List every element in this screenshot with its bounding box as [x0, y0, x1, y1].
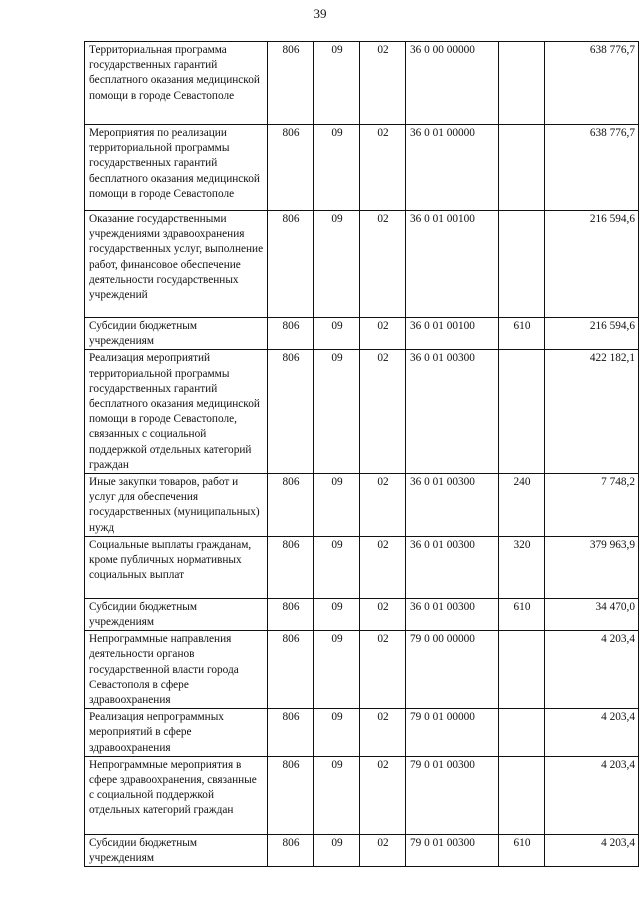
row-rz: 09 — [314, 756, 360, 834]
row-rz: 09 — [314, 350, 360, 474]
row-csr: 36 0 01 00000 — [406, 125, 499, 211]
row-sum: 4 203,4 — [545, 756, 639, 834]
row-vr — [499, 756, 545, 834]
row-rz: 09 — [314, 536, 360, 598]
row-pr: 02 — [360, 536, 406, 598]
row-sum: 4 203,4 — [545, 631, 639, 709]
row-pr: 02 — [360, 709, 406, 757]
row-name: Мероприятия по реализации территориальной программы государственных гарантий бесплатного оказания медицинской помощи в городе Севастополе — [85, 125, 268, 211]
row-ved: 806 — [268, 474, 314, 537]
row-pr: 02 — [360, 834, 406, 866]
row-name: Иные закупки товаров, работ и услуг для обеспечения государственных (муниципальных) нужд — [85, 474, 268, 537]
page-number: 39 — [313, 6, 327, 21]
row-sum: 4 203,4 — [545, 709, 639, 757]
row-rz: 09 — [314, 598, 360, 630]
row-name: Реализация мероприятий территориальной программы государственных гарантий бесплатного оказания медицинской помощи в городе Севастополе, связанных с социальной поддержкой отдельных категорий граждан — [85, 350, 268, 474]
row-name: Субсидии бюджетным учреждениям — [85, 318, 268, 350]
row-sum: 638 776,7 — [545, 125, 639, 211]
row-vr: 320 — [499, 536, 545, 598]
row-name: Непрограммные мероприятия в сфере здравоохранения, связанные с социальной поддержкой отдельных категорий граждан — [85, 756, 268, 834]
row-vr: 240 — [499, 474, 545, 537]
row-csr: 36 0 01 00300 — [406, 536, 499, 598]
row-ved: 806 — [268, 211, 314, 318]
row-pr: 02 — [360, 598, 406, 630]
row-rz: 09 — [314, 709, 360, 757]
row-csr: 79 0 01 00300 — [406, 756, 499, 834]
row-sum: 7 748,2 — [545, 474, 639, 537]
row-pr: 02 — [360, 350, 406, 474]
row-vr: 610 — [499, 318, 545, 350]
row-pr: 02 — [360, 756, 406, 834]
row-ved: 806 — [268, 125, 314, 211]
row-csr: 36 0 01 00300 — [406, 474, 499, 537]
table-row — [85, 709, 639, 757]
row-ved: 806 — [268, 42, 314, 125]
table-row — [85, 834, 639, 866]
row-pr: 02 — [360, 125, 406, 211]
row-rz: 09 — [314, 125, 360, 211]
table-row — [85, 125, 639, 211]
row-vr — [499, 125, 545, 211]
row-rz: 09 — [314, 631, 360, 709]
row-csr: 79 0 01 00300 — [406, 834, 499, 866]
row-sum: 638 776,7 — [545, 42, 639, 125]
table-row — [85, 756, 639, 834]
row-vr — [499, 631, 545, 709]
row-name: Реализация непрограммных мероприятий в сфере здравоохранения — [85, 709, 268, 757]
table-row — [85, 318, 639, 350]
row-rz: 09 — [314, 318, 360, 350]
row-sum: 216 594,6 — [545, 318, 639, 350]
row-ved: 806 — [268, 536, 314, 598]
row-vr: 610 — [499, 598, 545, 630]
row-ved: 806 — [268, 350, 314, 474]
budget-table — [84, 41, 639, 867]
row-pr: 02 — [360, 474, 406, 537]
row-rz: 09 — [314, 211, 360, 318]
row-pr: 02 — [360, 631, 406, 709]
row-name: Социальные выплаты гражданам, кроме публичных нормативных социальных выплат — [85, 536, 268, 598]
row-vr — [499, 350, 545, 474]
row-pr: 02 — [360, 211, 406, 318]
row-pr: 02 — [360, 318, 406, 350]
row-name: Субсидии бюджетным учреждениям — [85, 598, 268, 630]
row-csr: 36 0 01 00100 — [406, 211, 499, 318]
row-pr: 02 — [360, 42, 406, 125]
row-ved: 806 — [268, 709, 314, 757]
row-rz: 09 — [314, 42, 360, 125]
row-vr — [499, 42, 545, 125]
row-name: Оказание государственными учреждениями здравоохранения государственных услуг, выполнение работ, финансовое обеспечение деятельности государственных учреждений — [85, 211, 268, 318]
row-vr: 610 — [499, 834, 545, 866]
row-ved: 806 — [268, 756, 314, 834]
table-row — [85, 350, 639, 474]
row-ved: 806 — [268, 631, 314, 709]
row-csr: 79 0 00 00000 — [406, 631, 499, 709]
table-row — [85, 42, 639, 125]
table-row — [85, 211, 639, 318]
row-sum: 422 182,1 — [545, 350, 639, 474]
row-csr: 36 0 01 00300 — [406, 350, 499, 474]
row-name: Непрограммные направления деятельности органов государственной власти города Севастополя в сфере здравоохранения — [85, 631, 268, 709]
row-vr — [499, 211, 545, 318]
table-row — [85, 631, 639, 709]
row-name: Субсидии бюджетным учреждениям — [85, 834, 268, 866]
row-vr — [499, 709, 545, 757]
row-csr: 79 0 01 00000 — [406, 709, 499, 757]
row-rz: 09 — [314, 834, 360, 866]
row-sum: 216 594,6 — [545, 211, 639, 318]
table-row — [85, 474, 639, 537]
row-sum: 4 203,4 — [545, 834, 639, 866]
row-rz: 09 — [314, 474, 360, 537]
row-csr: 36 0 01 00100 — [406, 318, 499, 350]
row-sum: 379 963,9 — [545, 536, 639, 598]
row-sum: 34 470,0 — [545, 598, 639, 630]
row-csr: 36 0 00 00000 — [406, 42, 499, 125]
row-name: Территориальная программа государственных гарантий бесплатного оказания медицинской помощи в городе Севастополе — [85, 42, 268, 125]
row-csr: 36 0 01 00300 — [406, 598, 499, 630]
row-ved: 806 — [268, 318, 314, 350]
table-row — [85, 598, 639, 630]
row-ved: 806 — [268, 598, 314, 630]
table-row — [85, 536, 639, 598]
row-ved: 806 — [268, 834, 314, 866]
